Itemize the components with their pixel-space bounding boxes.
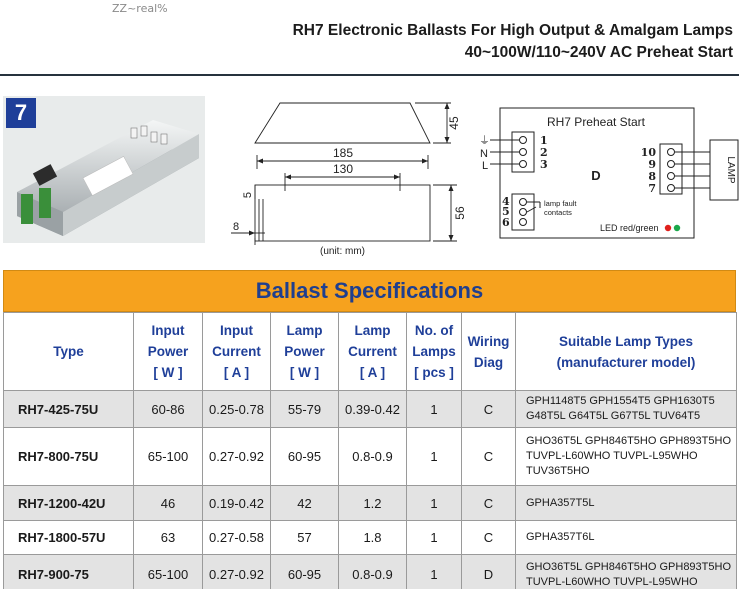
col-header-suitable: Suitable Lamp Types (manufacturer model) [516,313,737,391]
cell-lamp-current: 0.8-0.9 [339,428,407,486]
spec-header-row [4,313,737,391]
table-row [4,391,737,428]
led-label: LED red/green [600,223,659,233]
cell-input-current: 0.25-0.78 [203,391,271,428]
col-header-lamp-current: Lamp Current [ A ] [339,313,407,391]
input-label-n: N [480,148,488,160]
cell-type: RH7-1200-42U [4,486,134,521]
col-header-input-power: Input Power [ W ] [134,313,203,391]
cell-suitable-lamps: GPHA357T5L [516,486,737,521]
wiring-title: RH7 Preheat Start [546,115,646,129]
cell-type: RH7-425-75U [4,391,134,428]
dimension-drawing [225,95,480,260]
spec-title: Ballast Specifications [255,278,484,303]
page-title [293,20,733,64]
terminal-6: 6 [502,216,510,229]
dim-side-offset-label: 8 [233,221,240,233]
cell-type: RH7-1800-57U [4,521,134,555]
cell-input-power: 65-100 [134,555,203,589]
cell-no-lamps: 1 [407,486,462,521]
terminal-1: 1 [540,134,548,147]
cell-input-current: 0.27-0.58 [203,521,271,555]
spec-table [3,312,737,589]
ground-icon: ⏚ [479,134,490,147]
cell-suitable-lamps: GHO36T5L GPH846T5HO GPH893T5HO TUVPL-L60WHO TUVPL-L95WHO [516,555,737,589]
product-number-badge: 7 [6,98,36,128]
cell-input-current: 0.27-0.92 [203,428,271,486]
col-header-wiring: Wiring Diag [462,313,516,391]
cell-lamp-power: 60-95 [271,555,339,589]
terminal-9: 9 [648,158,656,171]
cell-wiring-diag: C [462,486,516,521]
cell-wiring-diag: C [462,428,516,486]
cell-lamp-power: 55-79 [271,391,339,428]
dim-width-label: 56 [453,206,467,220]
cell-lamp-current: 0.39-0.42 [339,391,407,428]
cell-lamp-power: 42 [271,486,339,521]
cell-lamp-power: 57 [271,521,339,555]
input-label-l: L [482,160,489,172]
fault-label-line2: contacts [544,208,572,217]
title-line-1: RH7 Electronic Ballasts For High Output & Amalgam Lamps [292,22,733,39]
col-header-lamp-power: Lamp Power [ W ] [271,313,339,391]
watermark-text: ZZ~real% [112,2,168,15]
cell-lamp-current: 1.8 [339,521,407,555]
terminal-5: 5 [502,205,510,218]
cell-suitable-lamps: GPHA357T6L [516,521,737,555]
terminal-7: 7 [648,182,656,195]
terminal-3: 3 [540,158,548,171]
cell-type: RH7-800-75U [4,428,134,486]
cell-input-current: 0.19-0.42 [203,486,271,521]
led-red-icon [665,225,671,231]
spec-title-bar [3,270,736,312]
terminal-8: 8 [648,170,656,183]
cell-no-lamps: 1 [407,428,462,486]
cell-input-power: 63 [134,521,203,555]
fault-label-line1: lamp fault [544,199,577,208]
dim-side-width-label: 5 [242,191,254,199]
led-green-icon [674,225,680,231]
table-row [4,486,737,521]
cell-input-power: 60-86 [134,391,203,428]
cell-wiring-diag: C [462,391,516,428]
terminal-2: 2 [540,146,548,159]
terminal-10: 10 [640,146,656,159]
cell-input-power: 46 [134,486,203,521]
cell-lamp-current: 1.2 [339,486,407,521]
wiring-diagram [478,104,739,244]
terminal-4: 4 [502,195,510,208]
header-divider [0,74,739,76]
lamp-label: LAMP [725,156,736,184]
cell-lamp-power: 60-95 [271,428,339,486]
col-header-no-lamps: No. of Lamps [ pcs ] [407,313,462,391]
col-header-type: Type [4,313,134,391]
cell-type: RH7-900-75 [4,555,134,589]
table-row [4,428,737,486]
cell-no-lamps: 1 [407,391,462,428]
cell-suitable-lamps: GPH1148T5 GPH1554T5 GPH1630T5 G48T5L G64T5L G67T5L TUV64T5 [516,391,737,428]
unit-label: (unit: mm) [320,246,365,257]
cell-no-lamps: 1 [407,521,462,555]
faded-logo [20,14,35,63]
cell-no-lamps: 1 [407,555,462,589]
cell-wiring-diag: C [462,521,516,555]
table-row [4,555,737,589]
cell-input-current: 0.27-0.92 [203,555,271,589]
cell-wiring-diag: D [462,555,516,589]
wiring-type-label: D [591,168,601,183]
dim-length-total-label: 185 [332,146,354,160]
col-header-input-current: Input Current [ A ] [203,313,271,391]
cell-suitable-lamps: GHO36T5L GPH846T5HO GPH893T5HO TUVPL-L60WHO TUVPL-L95WHO TUV36T5HO [516,428,737,486]
dim-height-label: 45 [447,116,461,130]
dim-length-mount-label: 130 [332,162,354,176]
cell-input-power: 65-100 [134,428,203,486]
cell-lamp-current: 0.8-0.9 [339,555,407,589]
title-line-2: 40~100W/110~240V AC Preheat Start [464,44,733,61]
table-row [4,521,737,555]
